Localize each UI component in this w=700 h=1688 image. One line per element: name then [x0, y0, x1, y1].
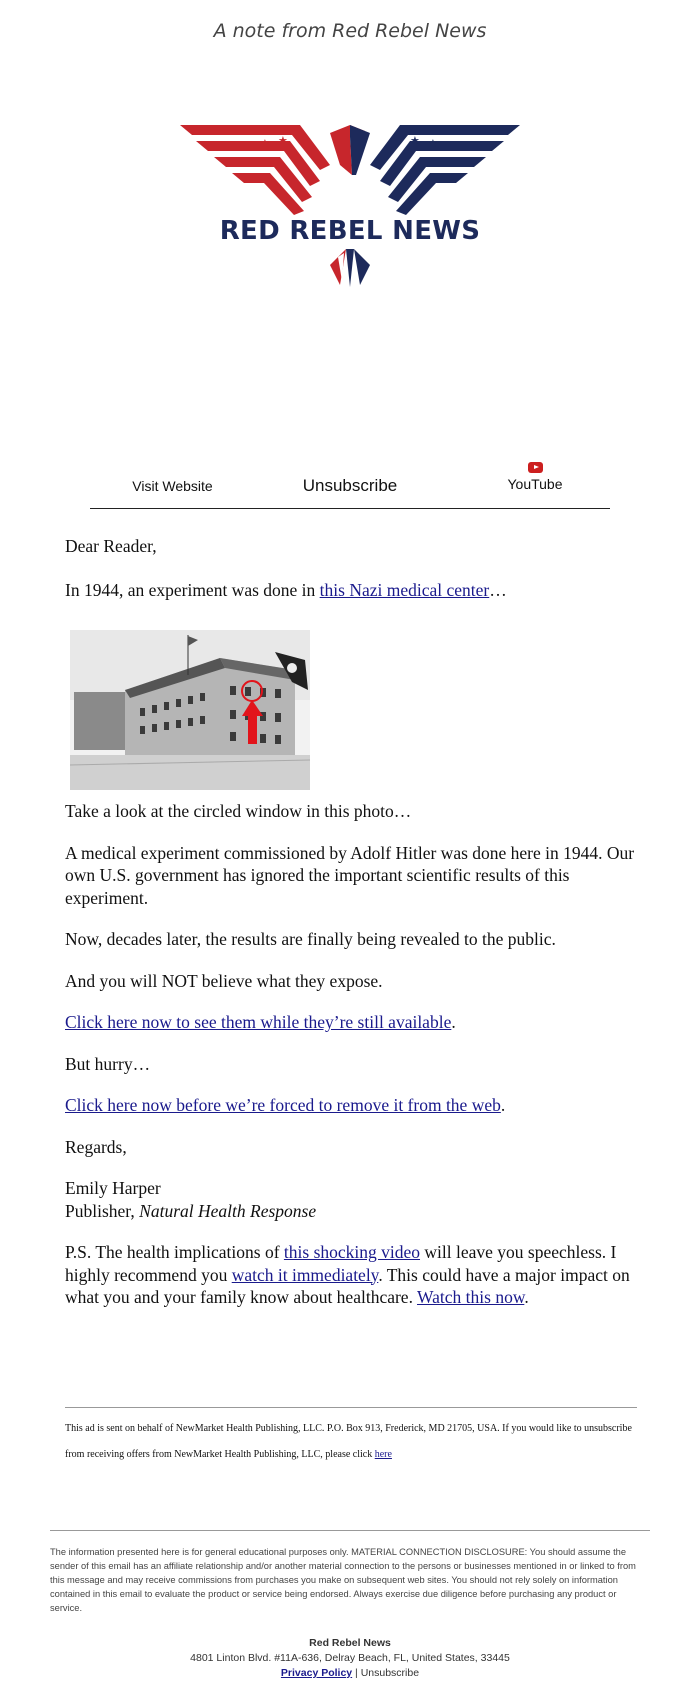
watch-immediately-link[interactable]: watch it immediately	[231, 1264, 379, 1285]
signature-name: Emily Harper	[65, 1178, 161, 1198]
cta-paragraph-1	[65, 1011, 643, 1034]
nazi-medical-center-photo-image	[70, 630, 310, 790]
paragraph-expose: And you will NOT believe what they expose.	[65, 970, 383, 991]
footer-unsubscribe-link[interactable]: Unsubscribe	[360, 1667, 420, 1679]
company-footer	[0, 1636, 700, 1681]
regards-text: Regards,	[65, 1136, 127, 1157]
sponsor-text: This ad is sent on behalf of NewMarket Health Publishing, LLC. P.O. Box 913, Frederick, MD 21705, USA. If you would like to unsubscribe from receiving offers from NewMarket Health Publishing, LLC, please click	[65, 1423, 632, 1460]
hurry-text: But hurry…	[65, 1053, 151, 1074]
sponsor-disclaimer	[65, 1408, 637, 1468]
svg-text:★: ★	[278, 134, 288, 147]
greeting: Dear Reader,	[65, 536, 157, 556]
disclosure-footer	[50, 1530, 650, 1615]
preheader-text: A note from Red Rebel News	[213, 20, 487, 42]
red-rebel-news-logo[interactable]	[180, 125, 520, 310]
sponsor-unsubscribe-here-link[interactable]: here	[374, 1449, 392, 1460]
company-name: Red Rebel News	[309, 1637, 391, 1649]
sponsor-footer	[65, 1407, 637, 1468]
ps-period: .	[524, 1287, 529, 1307]
company-address: 4801 Linton Blvd. #11A-636, Delray Beach, FL, United States, 33445	[190, 1652, 510, 1664]
paragraph-decades: Now, decades later, the results are finally being revealed to the public.	[65, 929, 556, 949]
svg-text:★: ★	[410, 134, 420, 147]
photo-caption: Take a look at the circled window in this photo…	[65, 801, 412, 821]
cta1-period: .	[451, 1012, 456, 1032]
cta-link-still-available[interactable]: Click here now to see them while they’re still available	[65, 1012, 452, 1032]
cta-paragraph-2	[65, 1094, 643, 1117]
youtube-label: YouTube	[507, 476, 563, 492]
cta-link-remove-from-web[interactable]: Click here now before we’re forced to remove it from the web	[65, 1095, 501, 1115]
building-photo[interactable]	[70, 630, 310, 790]
signature-title	[65, 1200, 643, 1223]
ps-prefix: P.S. The health implications of	[65, 1242, 284, 1262]
ps-middle-2: . This could have a major impact on what you and your family know about healthcare.	[65, 1264, 630, 1307]
paragraph-experiment: A medical experiment commissioned by Adolf Hitler was done here in 1944. Our own U.S. government has ignored the important scientific results of this experiment.	[65, 842, 635, 908]
privacy-policy-link[interactable]: Privacy Policy	[280, 1667, 353, 1679]
unsubscribe-link[interactable]: Unsubscribe	[302, 476, 398, 495]
publication-name: Natural Health Response	[139, 1200, 317, 1221]
shocking-video-link[interactable]: this shocking video	[283, 1242, 421, 1262]
youtube-icon	[528, 462, 543, 473]
intro-paragraph	[65, 579, 643, 602]
ps-paragraph	[65, 1241, 643, 1309]
svg-text:★: ★	[260, 137, 270, 150]
watch-this-now-link[interactable]: Watch this now	[417, 1287, 525, 1307]
logo-wordmark: RED REBEL NEWS	[219, 216, 481, 246]
svg-text:★: ★	[428, 137, 438, 150]
footer-separator: |	[352, 1667, 361, 1679]
material-connection-disclosure: The information presented here is for general educational purposes only. MATERIAL CONNECTION DISCLOSURE: You should assume the sender of this email has an affiliate relationship and/or another material connection to the persons or businesses mentioned in or linked to from this message and may receive commissions from purchases you make on subsequent web sites. You should not rely solely on information contained in this email to evaluate the product or service being endorsed. Always exercise due diligence before purchasing any product or service.	[50, 1547, 636, 1613]
visit-website-link[interactable]: Visit Website	[132, 478, 213, 494]
footer-links	[0, 1666, 700, 1681]
cta2-period: .	[500, 1095, 506, 1115]
youtube-link[interactable]	[485, 462, 585, 492]
ps-middle-1: will leave you speechless. I highly recommend you	[65, 1242, 617, 1285]
intro-text: In 1944, an experiment was done in	[65, 579, 320, 600]
header-nav	[90, 460, 610, 509]
nazi-medical-center-link[interactable]: this Nazi medical center	[319, 579, 490, 600]
signature-title-prefix: Publisher,	[65, 1200, 140, 1221]
intro-ellipsis: …	[489, 579, 507, 600]
